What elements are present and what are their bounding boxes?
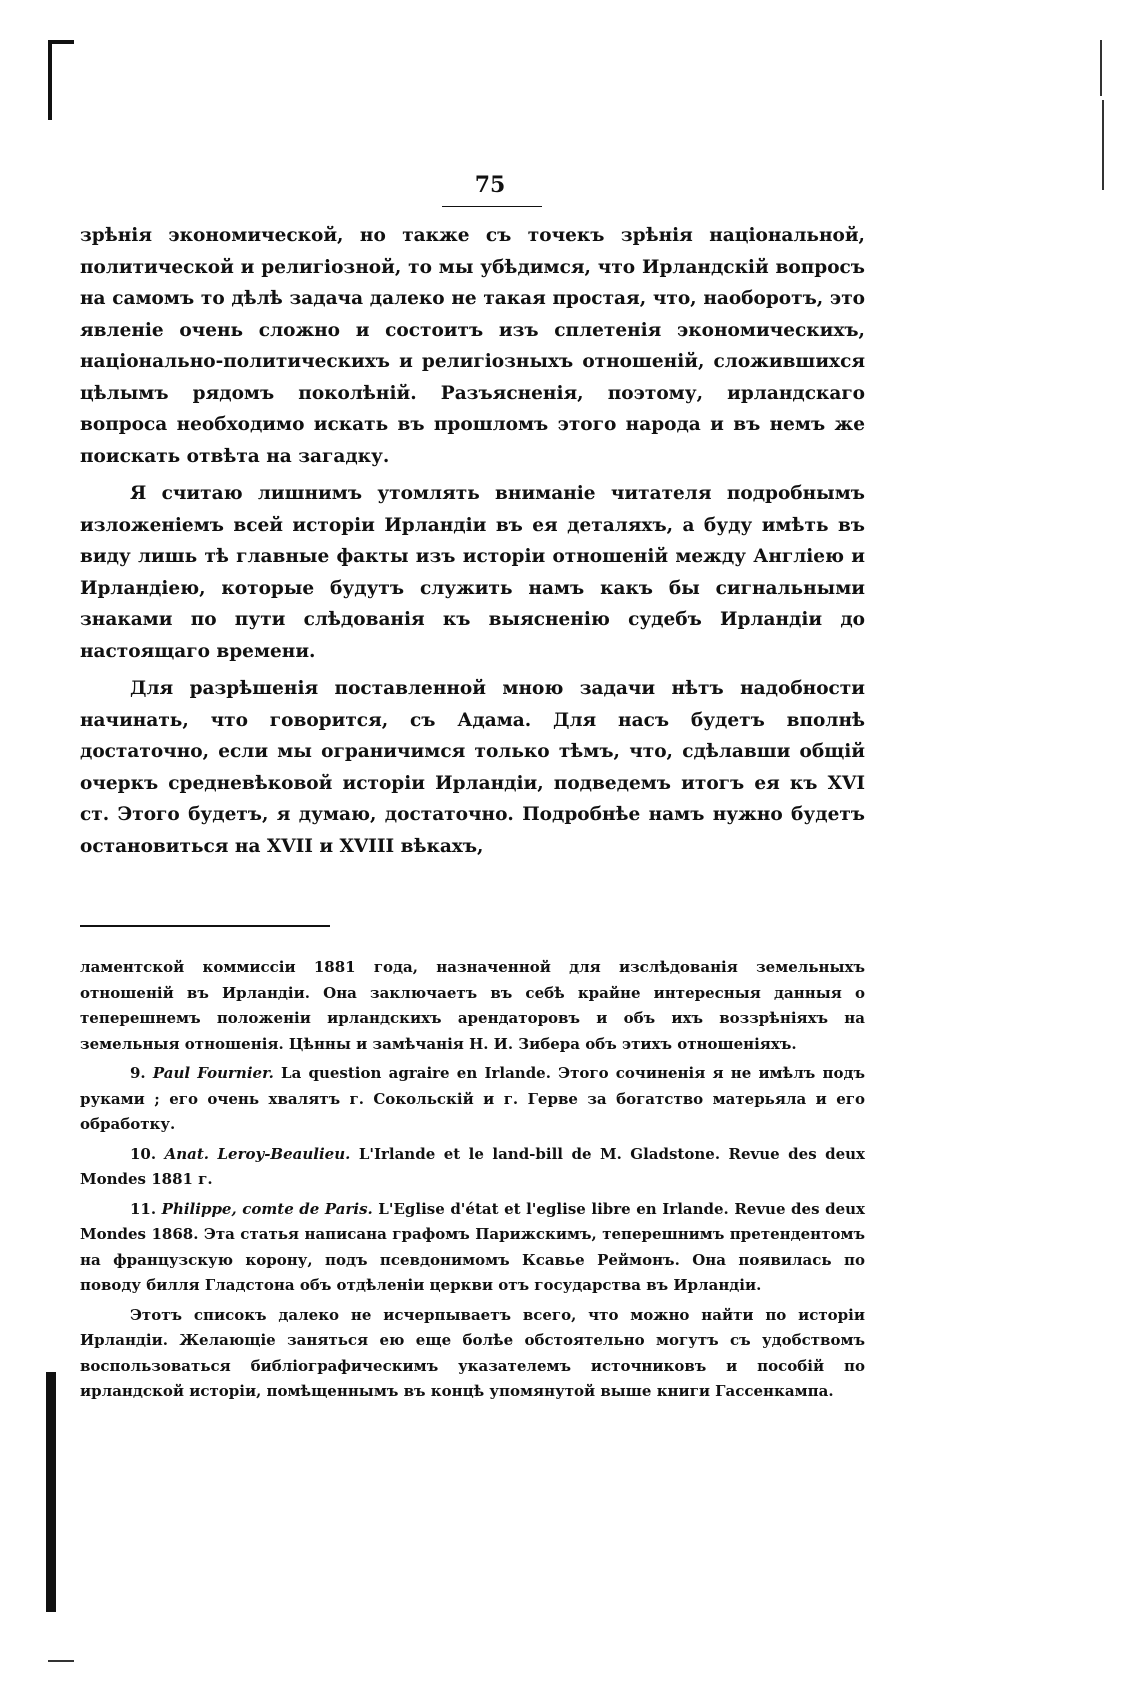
footnote-item <box>80 1061 865 1138</box>
footnote-number: 9. <box>130 1064 146 1082</box>
footnote-author: Philippe, comte de Paris. <box>161 1199 373 1218</box>
paragraph: Для разрѣшенія поставленной мною задачи нѣтъ надобности начинать, что говорится, съ Адама. Для насъ будетъ вполнѣ достаточно, если мы ограничимся только тѣмъ, что, сдѣлавши общій очеркъ средневѣковой исторіи Ирландіи, подведемъ итогъ ея къ XVI ст. Этого будетъ, я думаю, достаточно. Подробнѣе намъ нужно будетъ остановиться на XVII и XVIII вѣкахъ, <box>80 678 865 857</box>
footnote-item <box>80 1142 865 1193</box>
page-number: 75 <box>474 172 506 198</box>
footnote-rule <box>80 925 330 927</box>
footnote-number: 11. <box>130 1199 157 1218</box>
footnote-closing: Этотъ списокъ далеко не исчерпываетъ всего, что можно найти по исторіи Ирландіи. Желающіе заняться ею еще болѣе обстоятельно могутъ съ удобствомъ воспользоваться библіографическимъ указателемъ источниковъ и пособій по ирландской исторіи, помѣщеннымъ въ концѣ упомянутой выше книги Гассенкампа. <box>80 1305 865 1400</box>
footnote-text: L'Irlande et le land-bill de M. Gladstone. Revue des deux Mondes 1881 г. <box>80 1144 865 1188</box>
scan-edge-line <box>1102 100 1104 190</box>
page-number-rule <box>442 206 542 207</box>
paragraph: Я считаю лишнимъ утомлять вниманіе читателя подробнымъ изложеніемъ всей исторіи Ирландіи въ ея деталяхъ, а буду имѣть въ виду лишь тѣ главные факты изъ исторіи отношеній между Англіею и Ирландіею, которые будутъ служить намъ какъ бы сигнальными знаками по пути слѣдованія къ выясненію судебъ Ирландіи до настоящаго времени. <box>80 483 865 662</box>
main-text <box>80 220 865 862</box>
scan-edge-line <box>1100 40 1102 96</box>
footnote-author: Anat. Leroy-Beaulieu. <box>164 1144 351 1163</box>
footnote-continuation: ламентской коммиссіи 1881 года, назначенной для изслѣдованія земельныхъ отношеній въ Ирландіи. Она заключаетъ въ себѣ крайне интересныя данныя о теперешнемъ положеніи ирландскихъ арендаторовъ и объ ихъ воззрѣніяхъ на земельныя отношенія. Цѣнны и замѣчанія Н. И. Зибера объ этихъ отношеніяхъ. <box>80 958 865 1053</box>
footnotes <box>80 955 865 1409</box>
scan-edge-dash <box>48 1660 74 1662</box>
footnote-text: La question agraire en Irlande. Этого сочиненія я не имѣлъ подъ руками ; его очень хвалятъ г. Сокольскій и г. Герве за богатство матерьяла и его обработку. <box>80 1064 865 1133</box>
footnote-author: Paul Fournier. <box>152 1064 274 1082</box>
footnote-item <box>80 1197 865 1299</box>
footnote-number: 10. <box>130 1144 157 1163</box>
footnote-text: L'Eglise d'état et l'eglise libre en Irlande. Revue des deux Mondes 1868. Эта статья написана графомъ Парижскимъ, теперешнимъ претендентомъ на французскую корону, подъ псевдонимомъ Ксавье Реймонъ. Она появилась по поводу билля Гладстона объ отдѣленіи церкви отъ государства въ Ирландіи. <box>80 1199 865 1294</box>
scan-edge-bar <box>46 1372 56 1612</box>
scan-corner-mark <box>48 40 74 120</box>
paragraph: зрѣнія экономической, но также съ точекъ зрѣнія національной, политической и религіозной, то мы убѣдимся, что Ирландскій вопросъ на самомъ то дѣлѣ задача далеко не такая простая, что, наоборотъ, это явленіе очень сложно и состоитъ изъ сплетенія экономическихъ, національно-политическихъ и религіозныхъ отношеній, сложившихся цѣлымъ рядомъ поколѣній. Разъясненія, поэтому, ирландскаго вопроса необходимо искать въ прошломъ этого народа и въ немъ же поискать отвѣта на загадку. <box>80 225 865 467</box>
